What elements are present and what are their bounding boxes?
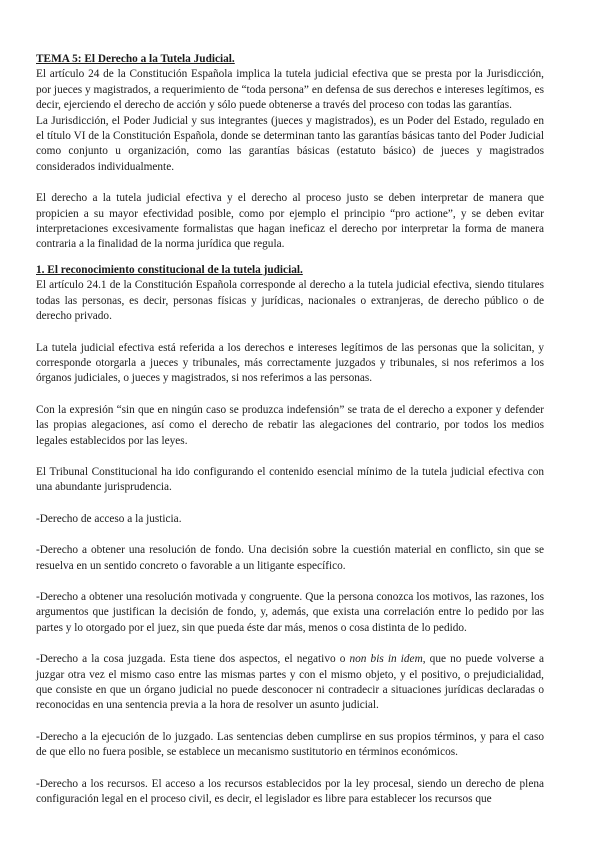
cosa-juzgada-text-a: -Derecho a la cosa juzgada. Esta tiene dos aspectos, el negativo o xyxy=(36,653,350,666)
latin-term: non bis in idem xyxy=(349,653,423,666)
list-item-ejecucion: -Derecho a la ejecución de lo juzgado. Las sentencias deben cumplirse en sus propios términos, y para el caso de que ello no fuera posible, se establece un mecanismo sustitutorio en términos económicos. xyxy=(36,730,544,759)
section-1-paragraph-1: El artículo 24.1 de la Constitución Española corresponde al derecho a la tutela judicial efectiva, siendo titulares todas las personas, es decir, personas físicas y jurídicas, nacionales o extranjeras, de derecho público o de derecho privado. xyxy=(36,279,544,323)
list-item-acceso: -Derecho de acceso a la justicia. xyxy=(36,512,182,525)
list-item-resolucion-fondo: -Derecho a obtener una resolución de fondo. Una decisión sobre la cuestión material en conflicto, sin que se resuelva en un sentido concreto o favorable a un litigante específico. xyxy=(36,544,544,572)
section-1-paragraph-4: El Tribunal Constitucional ha ido configurando el contenido esencial mínimo de la tutela judicial efectiva con una abundante jurisprudencia. xyxy=(36,465,544,494)
intro-paragraph-1: El artículo 24 de la Constitución Española implica la tutela judicial efectiva que se presta por la Jurisdicción, por jueces y magistrados, a requerimiento de “toda persona” en defensa de sus derechos e intereses legítimos, es decir, ejerciendo el derecho de acción y sólo puede obtenerse a través del proceso con todas las garantías. xyxy=(36,68,544,112)
list-item-resolucion-motivada: -Derecho a obtener una resolución motivada y congruente. Que la persona conozca los motivos, las razones, los argumentos que justifican la decisión de fondo, y, además, que exista una correlación entre lo pedido por las partes y lo otorgado por el juez, sin que pueda éste dar más, menos o cosa distinta de lo pedido. xyxy=(36,590,544,634)
intro-paragraph-2: La Jurisdicción, el Poder Judicial y sus integrantes (jueces y magistrados), es un Poder del Estado, regulado en el título VI de la Constitución Española, donde se determinan tanto las garantías básicas tanto del Poder Judicial como conjunto u organización, como las garantías básicas (estatuto básico) de jueces y magistrados considerados individualmente. xyxy=(36,114,544,173)
section-1-title: 1. El reconocimiento constitucional de la tutela judicial. xyxy=(36,263,303,276)
intro-paragraph-3: El derecho a la tutela judicial efectiva y el derecho al proceso justo se deben interpretar de manera que propicien a su mayor efectividad posible, como por ejemplo el principio “pro actione”, y se deben evitar interpretaciones excesivamente formalistas que hagan ineficaz el derecho por interpretar la forma de manera contraria a la finalidad de la norma jurídica que regula. xyxy=(36,192,544,251)
list-item-cosa-juzgada xyxy=(36,652,544,714)
document-title: TEMA 5: El Derecho a la Tutela Judicial. xyxy=(36,53,235,65)
section-1-paragraph-2: La tutela judicial efectiva está referida a los derechos e intereses legítimos de las personas que la solicitan, y corresponde otorgarla a jueces y tribunales, más correctamente juzgados y tribunales, si nos referimos a los órganos judiciales, o jueces y magistrados, si nos referimos a las personas. xyxy=(36,341,544,385)
cosa-juzgada-text-b: , que no puede volverse a juzgar otra vez el mismo caso entre las mismas partes y con el mismo objeto, y el positivo, o prejudicialidad, que consiste en que un órgano judicial no puede desconocer ni contradecir a situaciones jurídicas declaradas o reconocidas en una sentencia previa a la hora de resolver un asunto judicial. xyxy=(36,653,545,712)
list-item-recursos: -Derecho a los recursos. El acceso a los recursos establecidos por la ley procesal, siendo un derecho de plena configuración legal en el proceso civil, es decir, el legislador es libre para establecer los recursos que xyxy=(36,777,544,806)
section-1-paragraph-3: Con la expresión “sin que en ningún caso se produzca indefensión” se trata de el derecho a exponer y defender las propias alegaciones, así como el derecho de rebatir las alegaciones del contrario, por todos los medios legales establecidos por las leyes. xyxy=(36,403,544,447)
